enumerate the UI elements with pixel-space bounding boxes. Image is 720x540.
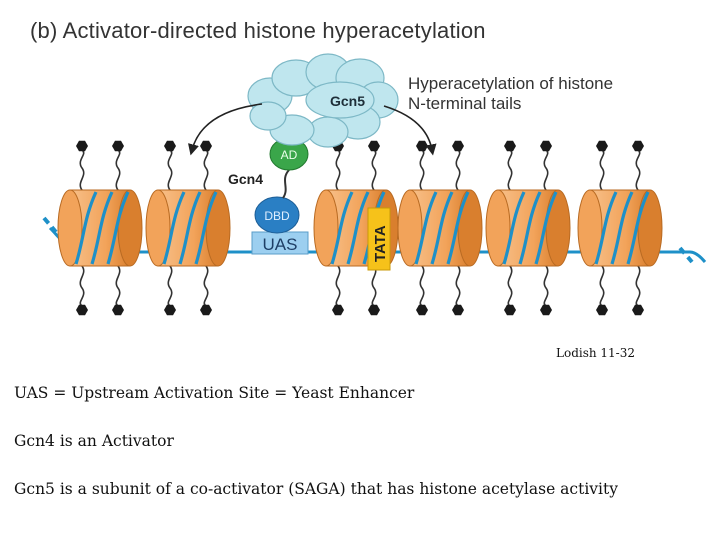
nucleosome-back — [638, 190, 662, 266]
figure-credit: Lodish 11-32 — [556, 346, 636, 360]
acetyl-group-marker — [540, 305, 552, 315]
ad-label: AD — [280, 148, 298, 162]
acetyl-group-marker — [112, 305, 124, 315]
histone-tail — [636, 150, 639, 190]
acetyl-group-marker — [452, 141, 464, 151]
acetyl-group-marker — [164, 305, 176, 315]
histone-tail — [204, 150, 207, 190]
acetyl-group-marker — [76, 141, 88, 151]
acetyl-group-marker — [332, 305, 344, 315]
histone-tail — [456, 150, 459, 190]
annotation-line-2: N-terminal tails — [408, 94, 522, 113]
acetyl-group-marker — [112, 141, 124, 151]
nucleosome-back — [458, 190, 482, 266]
annotation-line-1: Hyperacetylation of histone — [408, 74, 614, 93]
acetyl-group-marker — [596, 141, 608, 151]
acetyl-group-marker — [76, 305, 88, 315]
histone-tail — [116, 150, 119, 190]
gcn4-label: Gcn4 — [228, 171, 264, 187]
histone-tail — [600, 150, 603, 190]
histone-tail — [544, 266, 547, 306]
nucleosome-back — [206, 190, 230, 266]
dbd-label: DBD — [264, 209, 290, 223]
nucleosome-array — [58, 141, 662, 315]
histone-tail — [456, 266, 459, 306]
gcn5-label: Gcn5 — [330, 93, 366, 109]
figure-title: (b) Activator-directed histone hyperacetylation — [30, 18, 486, 43]
acetyl-group-marker — [632, 305, 644, 315]
histone-tail — [636, 266, 639, 306]
hyperacetylation-annotation — [408, 74, 613, 114]
acetyl-group-marker — [164, 141, 176, 151]
acetyl-group-marker — [504, 141, 516, 151]
acetyl-group-marker — [368, 305, 380, 315]
acetyl-group-marker — [504, 305, 516, 315]
acetyl-group-marker — [200, 141, 212, 151]
histone-tail — [80, 150, 83, 190]
histone-tail — [168, 150, 171, 190]
note-gcn4: Gcn4 is an Activator — [14, 432, 174, 450]
note-uas: UAS = Upstream Activation Site = Yeast Enhancer — [14, 384, 415, 402]
tata-label: TATA — [372, 225, 389, 262]
note-gcn5: Gcn5 is a subunit of a co-activator (SAGA) that has histone acetylase activity — [14, 480, 618, 498]
histone-tail — [544, 150, 547, 190]
gcn4-linker — [283, 170, 289, 198]
acetyl-group-marker — [416, 305, 428, 315]
histone-tail — [508, 150, 511, 190]
histone-tail — [372, 150, 375, 190]
histone-tail — [204, 266, 207, 306]
gcn5-complex — [248, 54, 398, 147]
uas-label: UAS — [262, 235, 298, 254]
acetyl-group-marker — [540, 141, 552, 151]
histone-tail — [168, 266, 171, 306]
histone-tail — [420, 150, 423, 190]
acetyl-group-marker — [200, 305, 212, 315]
acetyl-group-marker — [452, 305, 464, 315]
histone-tail — [336, 266, 339, 306]
acetyl-group-marker — [368, 141, 380, 151]
histone-tail — [420, 266, 423, 306]
acetyl-group-marker — [416, 141, 428, 151]
nucleosome-back — [546, 190, 570, 266]
acetyl-group-marker — [596, 305, 608, 315]
histone-tail — [600, 266, 603, 306]
histone-tail — [336, 150, 339, 190]
histone-tail — [116, 266, 119, 306]
acetyl-group-marker — [632, 141, 644, 151]
histone-tail — [372, 266, 375, 306]
histone-tail — [508, 266, 511, 306]
histone-tail — [80, 266, 83, 306]
dna-right-end — [680, 248, 692, 262]
nucleosome-back — [118, 190, 142, 266]
